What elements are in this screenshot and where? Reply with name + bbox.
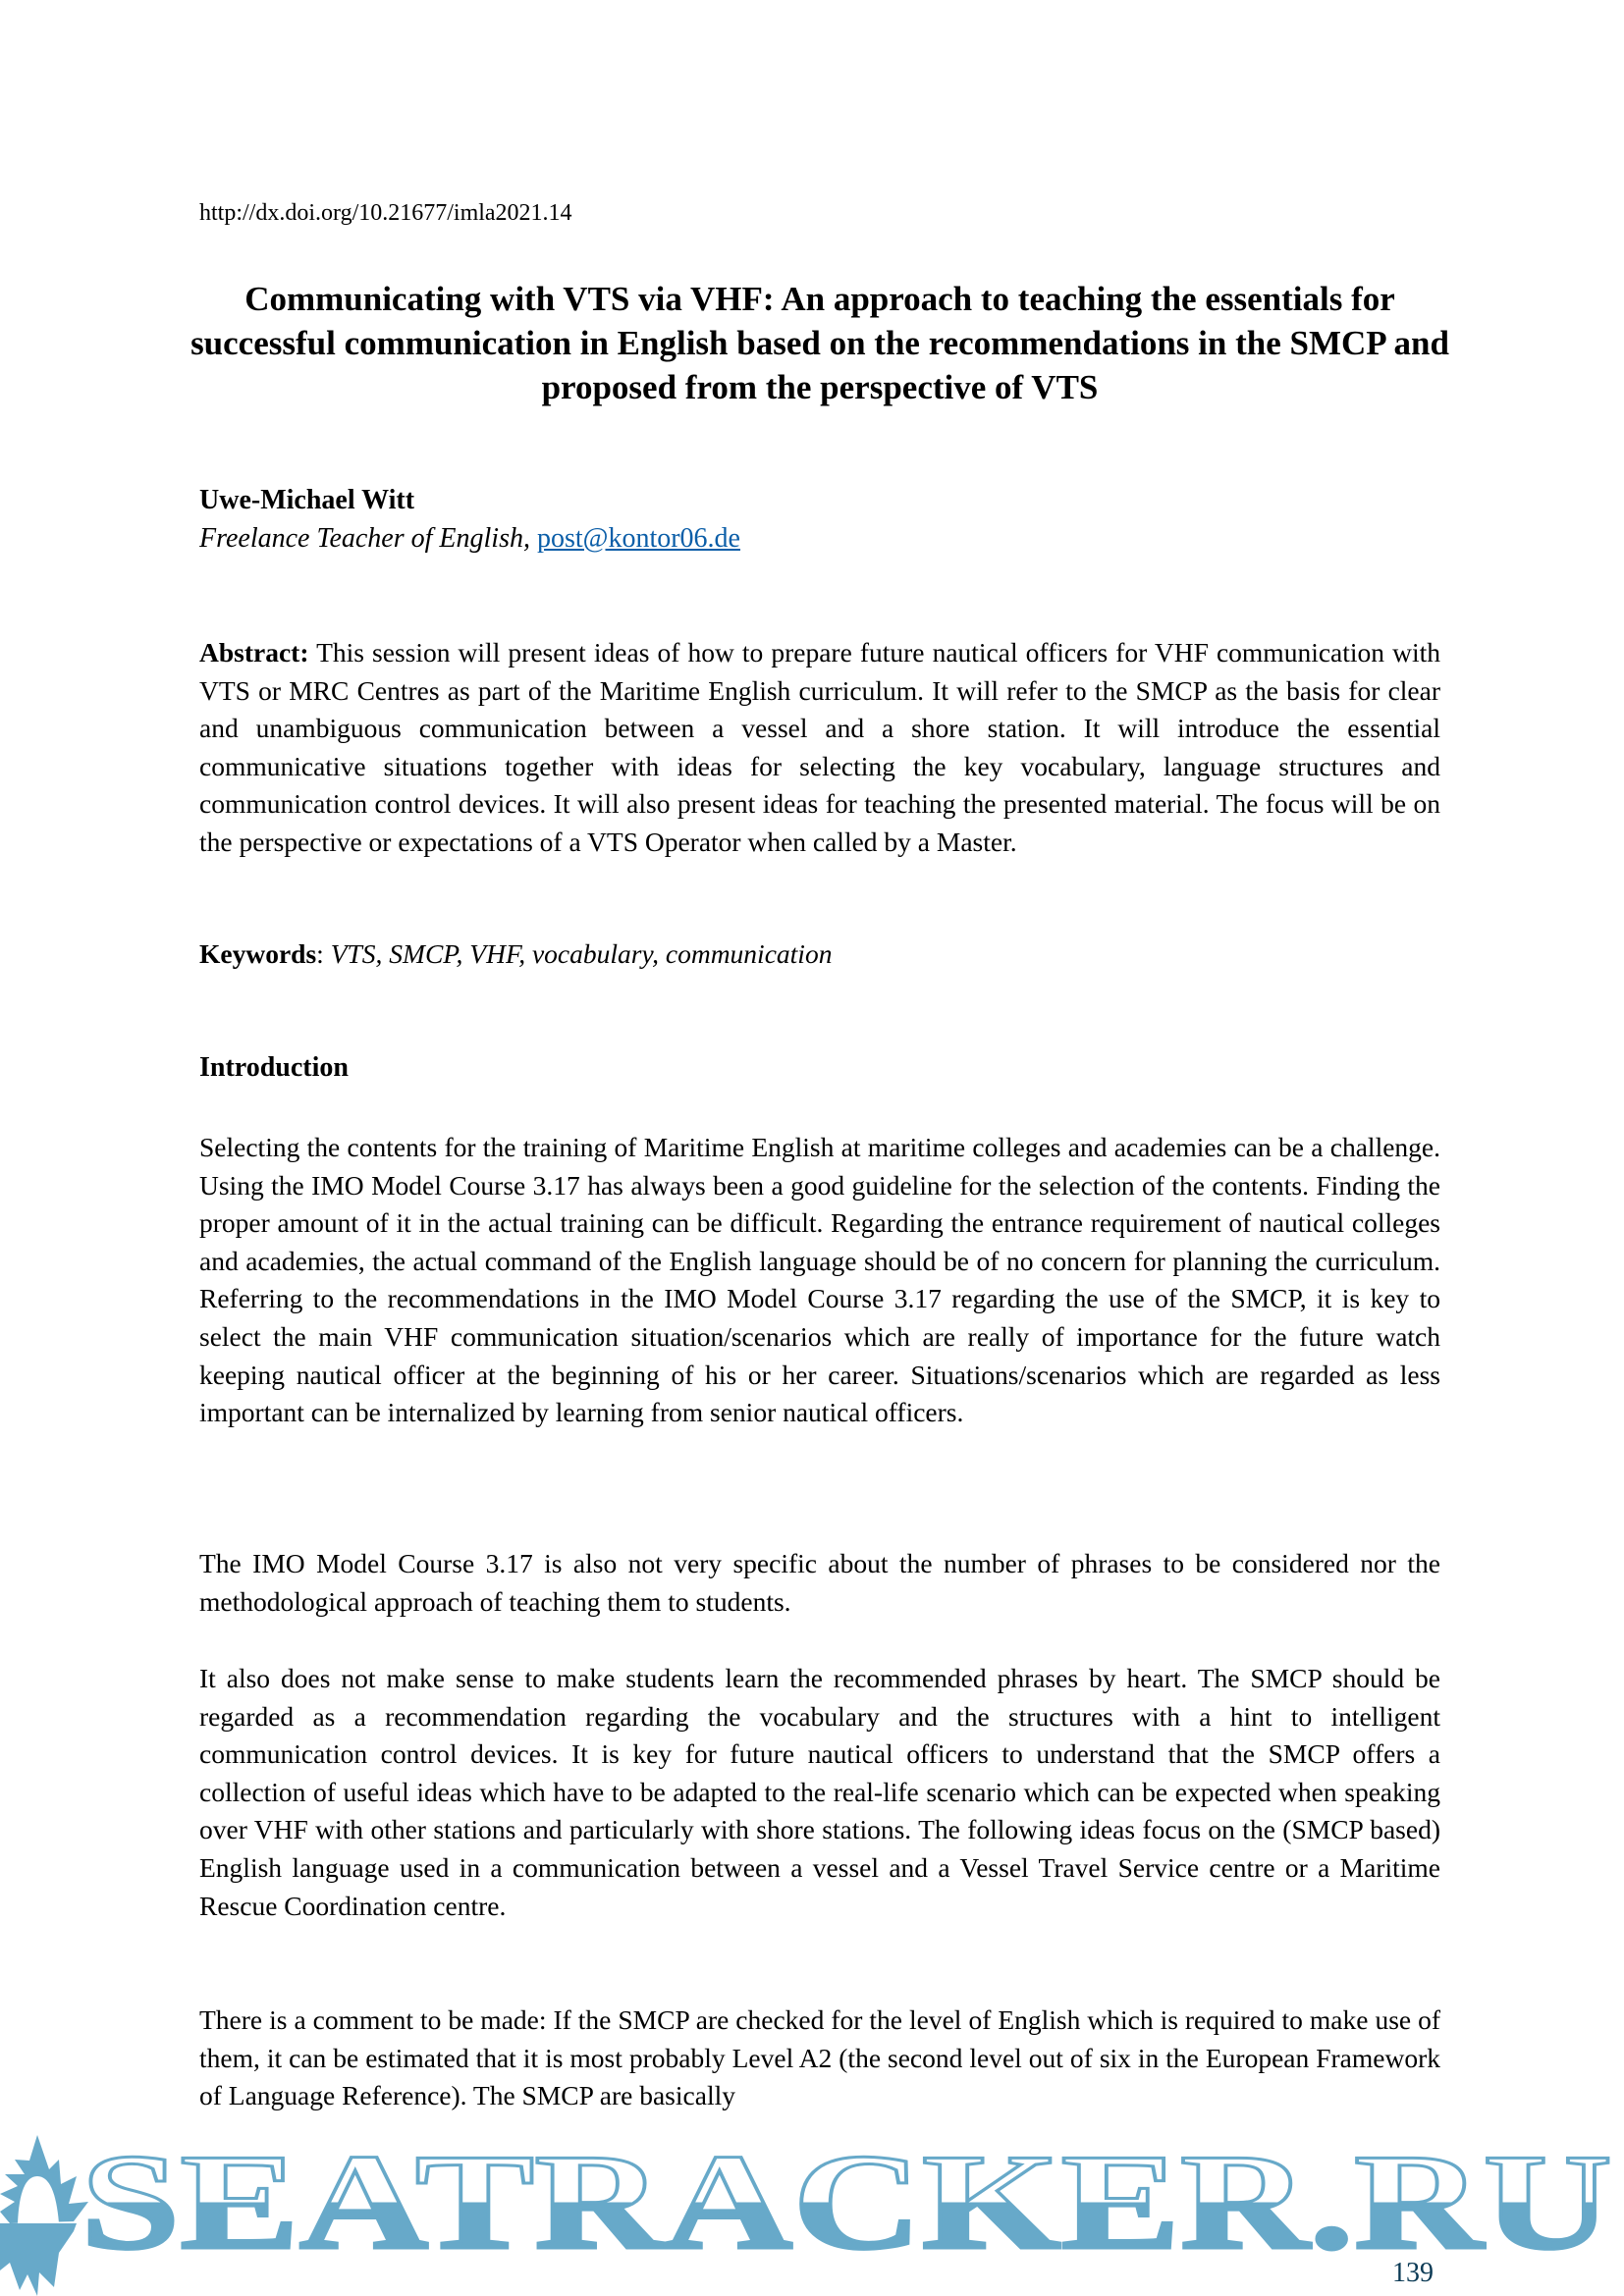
page-number: 139: [1392, 2258, 1434, 2288]
paragraph: Selecting the contents for the training of Maritime English at maritime colleges and academies can be a challenge. Using the IMO Model Course 3.17 has always been a good guideline for the selection of the contents. Finding the proper amount of it in the actual training can be difficult. Regarding the entrance requirement of nautical colleges and academies, the actual command of the English language should be of no concern for planning the curriculum. Referring to the recommendations in the IMO Model Course 3.17 regarding the use of the SMCP, it is key to select the main VHF communication situation/scenarios which are really of importance for the future watch keeping nautical officer at the beginning of his or her career. Situations/scenarios which are regarded as less important can be internalized by learning from senior nautical officers.: [199, 1132, 1440, 1428]
section-heading-introduction: Introduction: [199, 1052, 349, 1083]
paragraph: The IMO Model Course 3.17 is also not very specific about the number of phrases to be considered nor the methodological approach of teaching them to students.: [199, 1548, 1440, 1617]
author-affiliation: [199, 523, 1440, 555]
paper-title: Communicating with VTS via VHF: An approach to teaching the essentials for successful communication in English based on the recommendations in the SMCP and proposed from the perspective of VTS: [190, 280, 1449, 406]
paragraph: It also does not make sense to make students learn the recommended phrases by heart. The SMCP should be regarded as a recommendation regarding the vocabulary and the structures with a hint to intelligent communication control devices. It is key for future nautical officers to understand that the SMCP offers a collection of useful ideas which have to be adapted to the real-life scenario which can be expected when speaking over VHF with other stations and particularly with shore stations. The following ideas focus on the (SMCP based) English language used in a communication between a vessel and a Vessel Travel Service centre or a Maritime Rescue Coordination centre.: [199, 1663, 1440, 1921]
abstract: [199, 634, 1440, 862]
abstract-label: Abstract:: [199, 637, 309, 667]
author-name: Uwe-Michael Witt: [199, 485, 415, 515]
keywords: Keywords: VTS, SMCP, VHF, vocabulary, communication: [199, 938, 833, 969]
author-email-link[interactable]: post@kontor06.de: [536, 523, 740, 554]
abstract-text: This session will present ideas of how to prepare future nautical officers for VHF communication with VTS or MRC Centres as part of the Maritime English curriculum. It will refer to the SMCP as the basis for clear and unambiguous communication between a vessel and a shore station. It will introduce the essential communicative situations together with ideas for selecting the key vocabulary, language structures and communication control devices. It will also present ideas for teaching the presented material. The focus will be on the perspective or expectations of a VTS Operator when called by a Master.: [199, 637, 1440, 857]
watermark-text: SEATRACKER.RU: [81, 2126, 1612, 2278]
paragraph: There is a comment to be made: If the SMCP are checked for the level of English which is required to make use of them, it can be estimated that it is most probably Level A2 (the second level out of six in the European Framework of Language Reference). The SMCP are basically: [199, 2004, 1440, 2111]
affiliation-text: Freelance Teacher of English,: [199, 523, 530, 554]
doi-link[interactable]: http://dx.doi.org/10.21677/imla2021.14: [199, 200, 572, 226]
seatracker-watermark-logo: [0, 2125, 1624, 2296]
keywords-label: Keywords: [199, 938, 317, 969]
sun-icon: [0, 2135, 88, 2296]
keywords-text: VTS, SMCP, VHF, vocabulary, communication: [330, 938, 833, 969]
